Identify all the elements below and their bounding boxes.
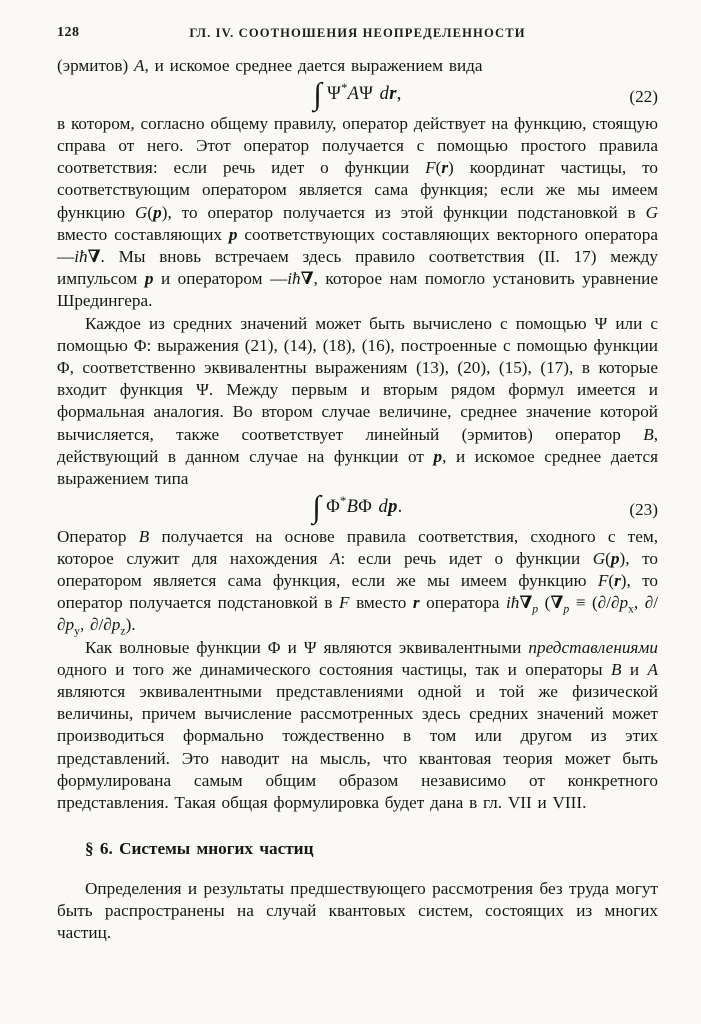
equation-22-number: (22) — [629, 86, 658, 106]
equation-23-expression: Φ*BΦ dp. — [326, 494, 403, 518]
integral-sign: ∫ — [312, 489, 322, 525]
equation-22 — [57, 77, 658, 113]
paragraph-many-particles: Определения и результаты предшествующего рассмотрения без труда могут быть распространены на случай квантовых систем, состоящих из многих частиц. — [57, 878, 658, 942]
paragraph-mean-values: Каждое из средних значений может быть вычислено с помощью Ψ или с помощью Φ: выражения (21), (14), (18), (16), построенные с помощью функции Φ, соответственно эквивалентны выражениям (13), (20), (15), (17), в которые входит функция Ψ. Между первым и вторым рядом формул имеется и формальная аналогия. Во втором случае величине, среднее значение которой вычисляется, также соответствует линейный (эрмитов) оператор B, действующий в данном случае на функции от p, и искомое среднее дается выражением типа — [57, 313, 658, 488]
paragraph-representations: Как волновые функции Φ и Ψ являются эквивалентными представлениями одного и того же динамического состояния частицы, так и операторы B и A являются эквивалентными представлениями одной и той же физической величины, причем вычисление рассмотренных здесь средних значений может производиться формально тождественно в том или другом из этих представлений. Это наводит на мысль, что квантовая теория может быть формулирована самым общим образом независимо от конкретного представления. Такая общая формулировка будет дана в гл. VII и VIII. — [57, 637, 659, 813]
running-title: ГЛ. IV. СООТНОШЕНИЯ НЕОПРЕДЕЛЕННОСТИ — [189, 26, 526, 40]
equation-22-expression: Ψ*AΨ dr, — [327, 81, 402, 105]
equation-23 — [57, 490, 658, 526]
page-number: 128 — [57, 25, 80, 40]
page-header — [57, 25, 658, 42]
paragraph-operator-rule: в котором, согласно общему правилу, оператор действует на функцию, стоящую справа от него. Этот оператор получается с помощью простого правила соответствия: если речь идет о функции F(r) координат частицы, то соответствующим оператором является сама функция; если же мы имеем функцию G(p), то оператор получается из этой функции подстановкой в G вместо составляющих p соответствующих составляющих векторного оператора —iħ∇. Мы вновь встречаем здесь правило соответствия (II. 17) между импульсом p и оператором —iħ∇, которое нам помогло установить уравнение Шредингера. — [57, 113, 658, 311]
paragraph-continuation: (эрмитов) A, и искомое среднее дается выражением вида — [57, 56, 483, 75]
page-content — [0, 42, 701, 944]
integral-sign: ∫ — [313, 76, 323, 112]
paragraph-operator-b: Оператор B получается на основе правила соответствия, сходного с тем, которое служит для нахождения A: если речь идет о функции G(p), то оператором является сама функция, если же мы имеем функцию F(r), то оператор получается подстановкой в F вместо r оператора $iħ\nabla_p$ ($\nabla_p \equiv (\partial/\partial p_x$, $\partial/\partial p_y$, $\partial/\partial p_z$). — [57, 526, 659, 638]
equation-22-formula — [313, 76, 402, 112]
section-heading: § 6. Системы многих частиц — [85, 839, 314, 859]
equation-23-number: (23) — [629, 499, 658, 519]
equation-23-formula — [312, 489, 403, 525]
